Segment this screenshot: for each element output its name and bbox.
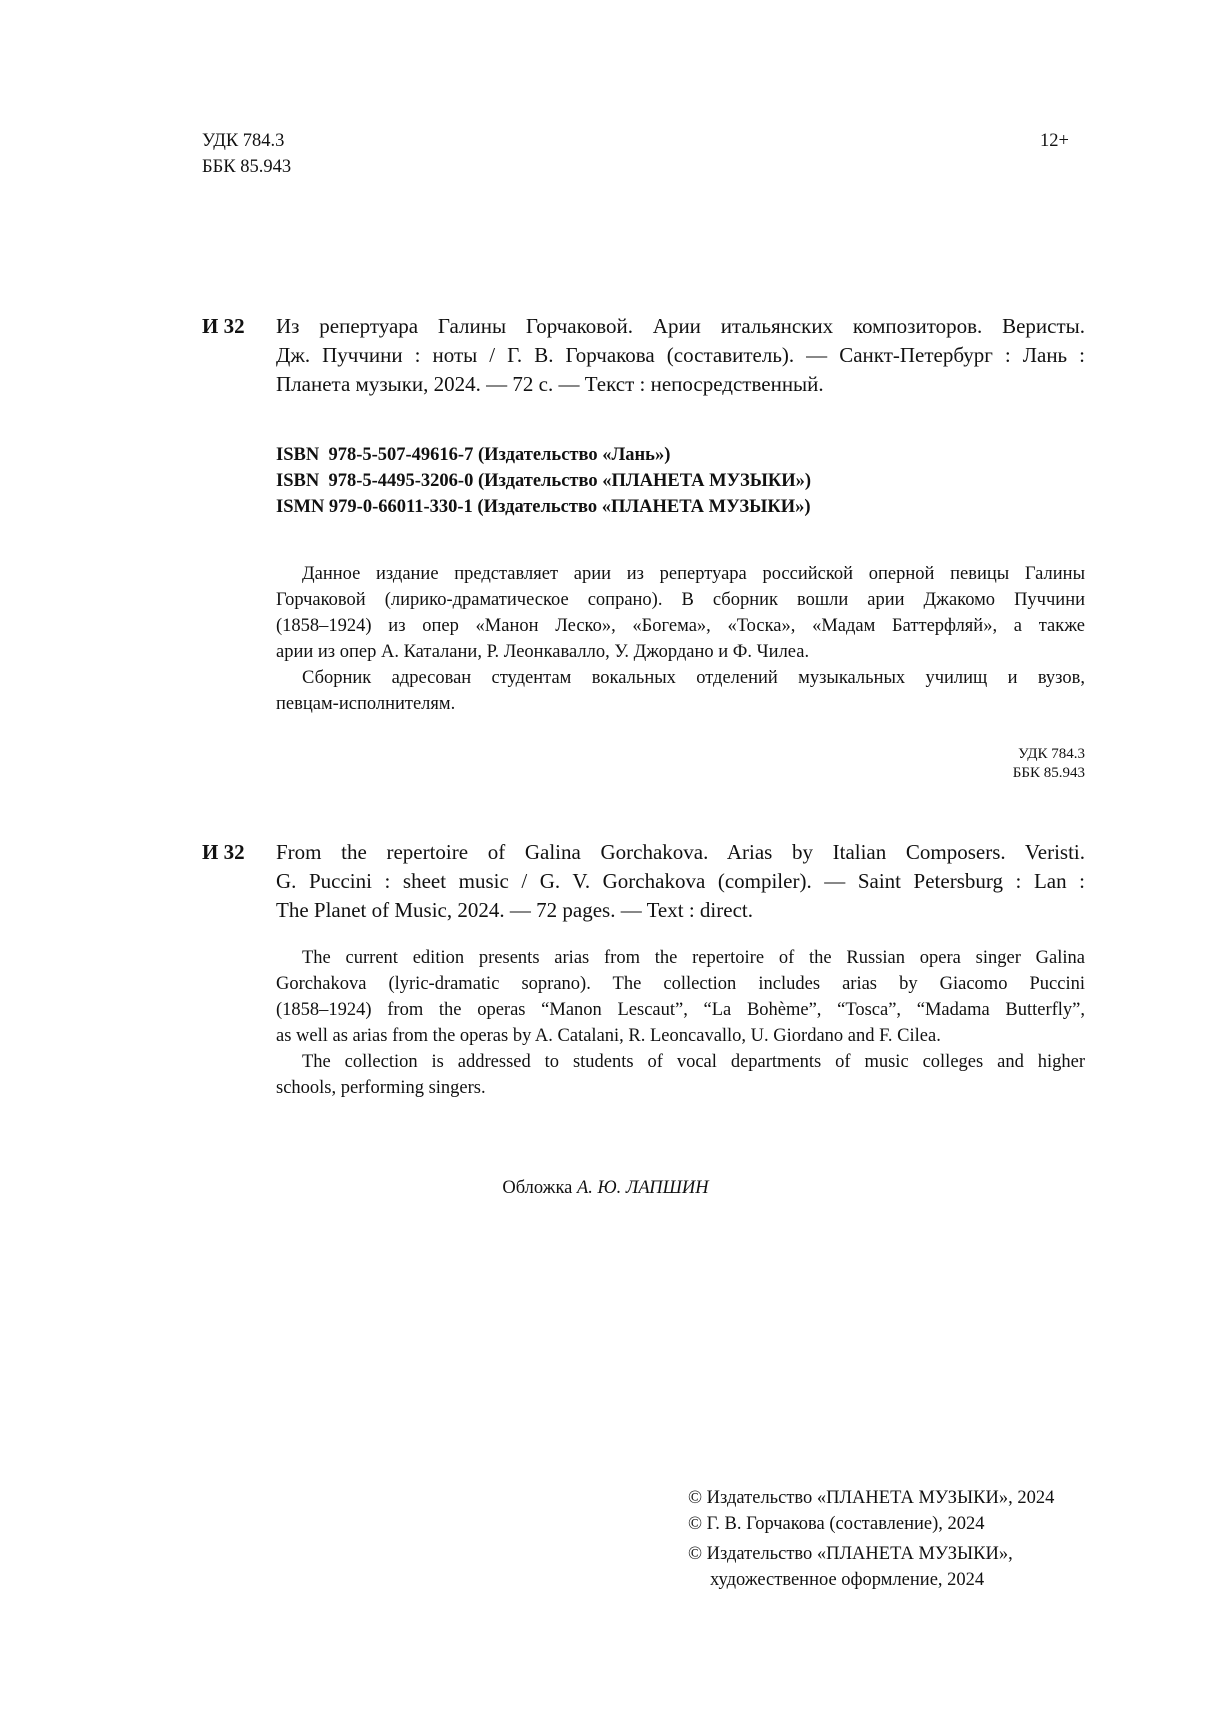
cover-credit-name: А. Ю. ЛАПШИН: [577, 1178, 709, 1198]
ru-entry-line: Из репертуара Галины Горчаковой. Арии итальянских композиторов. Веристы.: [276, 314, 1085, 338]
en-annotation-line: Gorchakova (lyric-dramatic soprano). The collection includes arias by Giacomo Puccini: [276, 974, 1085, 994]
header-bbk: ББК 85.943: [202, 157, 292, 177]
cover-credit: [0, 1175, 1211, 1201]
copyright-line: © Издательство «ПЛАНЕТА МУЗЫКИ», 2024: [688, 1488, 1055, 1508]
ru-bbk: ББК 85.943: [1012, 765, 1085, 781]
en-annotation: [276, 945, 1085, 1101]
age-rating: 12+: [1040, 131, 1069, 151]
en-annotation-line: schools, performing singers.: [276, 1078, 486, 1098]
ru-entry-line: Планета музыки, 2024. — 72 с. — Текст : непосредственный.: [276, 372, 824, 396]
ru-annotation-line: арии из опер А. Каталани, Р. Леонкавалло, У. Джордано и Ф. Чилеа.: [276, 642, 810, 662]
copyright-block: [688, 1485, 1054, 1593]
en-entry-description: [276, 838, 1085, 925]
ru-annotation-line: Горчаковой (лирико-драматическое сопрано). В сборник вошли арии Джакомо Пуччини: [276, 590, 1085, 610]
header-classification: [202, 128, 291, 180]
ru-entry-description: [276, 312, 1085, 399]
en-annotation-line: as well as arias from the operas by A. Catalani, R. Leoncavallo, U. Giordano and F. Cilea.: [276, 1026, 941, 1046]
en-annotation-line: The current edition presents arias from the repertoire of the Russian opera singer Galina: [302, 948, 1085, 968]
ru-classification: [885, 745, 1085, 783]
copyright-line: © Г. В. Горчакова (составление), 2024: [688, 1514, 985, 1534]
ru-entry-code: И 32: [202, 314, 245, 338]
ru-annotation-line: Сборник адресован студентам вокальных отделений музыкальных училищ и вузов,: [302, 668, 1085, 688]
ru-annotation: [276, 561, 1085, 717]
isbn-block: [276, 442, 811, 520]
en-entry-line: G. Puccini : sheet music / G. V. Gorchakova (compiler). — Saint Petersburg : Lan :: [276, 869, 1085, 893]
ru-annotation-line: (1858–1924) из опер «Манон Леско», «Богема», «Тоска», «Мадам Баттерфляй», а также: [276, 616, 1085, 636]
copyright-line: © Издательство «ПЛАНЕТА МУЗЫКИ»,: [688, 1544, 1013, 1564]
en-entry-code: И 32: [202, 840, 245, 864]
ru-annotation-line: певцам-исполнителям.: [276, 694, 456, 714]
isbn-line: ISBN 978-5-507-49616-7 (Издательство «Лань»): [276, 445, 671, 465]
cover-credit-label: Обложка: [502, 1178, 573, 1198]
ru-udk: УДК 784.3: [1018, 746, 1085, 762]
ru-entry-line: Дж. Пуччини : ноты / Г. В. Горчакова (составитель). — Санкт-Петербург : Лань :: [276, 343, 1085, 367]
copyright-line: художественное оформление, 2024: [710, 1570, 985, 1590]
isbn-line: ISBN 978-5-4495-3206-0 (Издательство «ПЛАНЕТА МУЗЫКИ»): [276, 471, 812, 491]
ismn-line: ISMN 979-0-66011-330-1 (Издательство «ПЛАНЕТА МУЗЫКИ»): [276, 497, 811, 517]
en-annotation-line: The collection is addressed to students of vocal departments of music colleges and higher: [302, 1052, 1085, 1072]
ru-annotation-line: Данное издание представляет арии из репертуара российской оперной певицы Галины: [302, 564, 1085, 584]
header-udk: УДК 784.3: [202, 131, 285, 151]
en-annotation-line: (1858–1924) from the operas “Manon Lescaut”, “La Bohème”, “Tosca”, “Madama Butterfly”,: [276, 1000, 1085, 1020]
en-entry-line: The Planet of Music, 2024. — 72 pages. — Text : direct.: [276, 898, 753, 922]
en-entry-line: From the repertoire of Galina Gorchakova. Arias by Italian Composers. Veristi.: [276, 840, 1085, 864]
